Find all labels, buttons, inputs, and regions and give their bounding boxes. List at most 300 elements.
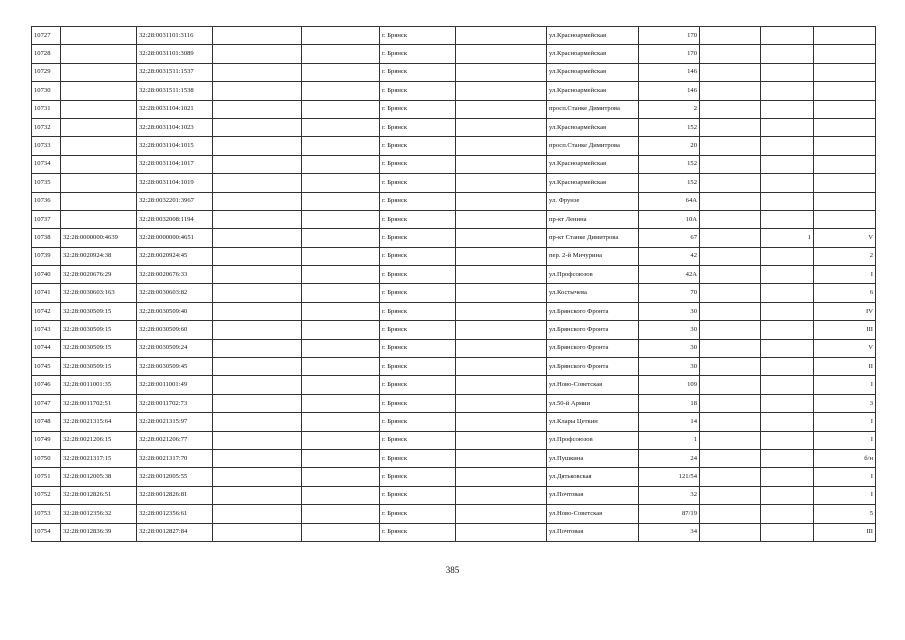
cell-street: ул.Профсоюзов	[547, 431, 639, 449]
cell-street: ул.Брянского Фронта	[547, 358, 639, 376]
cell-col-7	[456, 505, 547, 523]
cell-col-7	[456, 358, 547, 376]
cell-col-10	[700, 155, 761, 173]
cell-house: 34	[639, 523, 700, 541]
cell-col-5	[302, 210, 380, 228]
cell-street: ул.Костычева	[547, 284, 639, 302]
cell-premises	[814, 137, 876, 155]
cell-premises: V	[814, 339, 876, 357]
cell-city: г. Брянск	[380, 523, 456, 541]
cell-premises	[814, 100, 876, 118]
cell-col-4	[213, 523, 302, 541]
cell-premises: 2	[814, 247, 876, 265]
cell-col-4	[213, 321, 302, 339]
cell-col-4	[213, 100, 302, 118]
cell-cadastral-object: 32:28:0011001:49	[137, 376, 213, 394]
cell-col-11	[761, 118, 814, 136]
cell-col-10	[700, 376, 761, 394]
cell-cadastral-parcel	[61, 45, 137, 63]
cell-row-number: 10736	[32, 192, 61, 210]
cell-premises: I	[814, 413, 876, 431]
cell-premises: V	[814, 229, 876, 247]
cell-cadastral-object: 32:28:0031104:1019	[137, 174, 213, 192]
cell-col-10	[700, 247, 761, 265]
cell-city: г. Брянск	[380, 192, 456, 210]
cell-row-number: 10752	[32, 486, 61, 504]
cell-cadastral-object: 32:28:0032201:3967	[137, 192, 213, 210]
cell-col-5	[302, 431, 380, 449]
cell-col-11	[761, 192, 814, 210]
table-row	[32, 321, 876, 339]
cell-cadastral-object: 32:28:0031104:1017	[137, 155, 213, 173]
cell-cadastral-parcel: 32:28:0030509:15	[61, 321, 137, 339]
cell-street: ул.Брянского Фронта	[547, 302, 639, 320]
cell-col-5	[302, 413, 380, 431]
cell-row-number: 10747	[32, 394, 61, 412]
cell-col-4	[213, 247, 302, 265]
cell-house: 30	[639, 302, 700, 320]
cell-cadastral-parcel: 32:28:0030509:15	[61, 302, 137, 320]
table-row	[32, 505, 876, 523]
cell-premises	[814, 210, 876, 228]
cell-col-7	[456, 155, 547, 173]
cell-col-4	[213, 137, 302, 155]
table-row	[32, 210, 876, 228]
cell-col-4	[213, 284, 302, 302]
cell-street: ул.Клары Цеткин	[547, 413, 639, 431]
cell-col-4	[213, 302, 302, 320]
cell-premises: I	[814, 431, 876, 449]
cell-house: 10А	[639, 210, 700, 228]
cell-col-4	[213, 63, 302, 81]
cell-cadastral-object: 32:28:0000000:4651	[137, 229, 213, 247]
cell-street: ул.Красноармейская	[547, 27, 639, 45]
cell-col-4	[213, 266, 302, 284]
cell-cadastral-parcel: 32:28:0011001:35	[61, 376, 137, 394]
cell-col-11	[761, 302, 814, 320]
cell-col-10	[700, 413, 761, 431]
cell-cadastral-object: 32:28:0032008:1194	[137, 210, 213, 228]
cell-house: 152	[639, 118, 700, 136]
cell-street: ул.Дятьковская	[547, 468, 639, 486]
cell-cadastral-parcel: 32:28:0030509:15	[61, 358, 137, 376]
cell-col-7	[456, 339, 547, 357]
cell-col-4	[213, 449, 302, 467]
cell-premises: б/н	[814, 449, 876, 467]
cell-cadastral-parcel: 32:28:0021206:15	[61, 431, 137, 449]
cell-col-5	[302, 192, 380, 210]
cell-col-7	[456, 210, 547, 228]
cell-col-5	[302, 174, 380, 192]
cell-cadastral-object: 32:28:0031104:1015	[137, 137, 213, 155]
cell-city: г. Брянск	[380, 82, 456, 100]
cell-col-11	[761, 45, 814, 63]
cell-cadastral-parcel: 32:28:0000000:4639	[61, 229, 137, 247]
cell-house: 121/54	[639, 468, 700, 486]
table-row	[32, 284, 876, 302]
cell-col-5	[302, 155, 380, 173]
cell-row-number: 10742	[32, 302, 61, 320]
cell-street: ул.Брянского Фронта	[547, 339, 639, 357]
table-row	[32, 339, 876, 357]
cell-col-10	[700, 118, 761, 136]
cell-street: ул.Красноармейская	[547, 118, 639, 136]
table-row	[32, 45, 876, 63]
cell-city: г. Брянск	[380, 431, 456, 449]
cell-cadastral-parcel	[61, 174, 137, 192]
cell-cadastral-parcel	[61, 63, 137, 81]
cell-premises: I	[814, 486, 876, 504]
cell-col-11	[761, 82, 814, 100]
cell-cadastral-parcel: 32:28:0020924:38	[61, 247, 137, 265]
table-row	[32, 302, 876, 320]
cell-cadastral-object: 32:28:0020676:33	[137, 266, 213, 284]
cell-city: г. Брянск	[380, 63, 456, 81]
cell-street: ул.Красноармейская	[547, 155, 639, 173]
cell-cadastral-object: 32:28:0031511:1538	[137, 82, 213, 100]
cell-col-10	[700, 486, 761, 504]
cell-col-11	[761, 431, 814, 449]
cell-house: 146	[639, 63, 700, 81]
cell-col-11	[761, 284, 814, 302]
cell-col-5	[302, 27, 380, 45]
table-row	[32, 100, 876, 118]
cell-cadastral-object: 32:28:0012356:61	[137, 505, 213, 523]
cell-cadastral-object: 32:28:0031104:1023	[137, 118, 213, 136]
cell-street: пр-кт Ленина	[547, 210, 639, 228]
cell-street: пр-кт Станке Димитрова	[547, 229, 639, 247]
table-row	[32, 155, 876, 173]
cell-col-7	[456, 284, 547, 302]
cell-premises	[814, 45, 876, 63]
cell-cadastral-object: 32:28:0030603:82	[137, 284, 213, 302]
cell-col-10	[700, 266, 761, 284]
cell-col-11	[761, 394, 814, 412]
cell-col-10	[700, 284, 761, 302]
cell-city: г. Брянск	[380, 27, 456, 45]
cell-street: ул.Красноармейская	[547, 45, 639, 63]
cell-col-11	[761, 247, 814, 265]
cell-row-number: 10753	[32, 505, 61, 523]
cell-col-10	[700, 100, 761, 118]
cell-row-number: 10733	[32, 137, 61, 155]
cell-city: г. Брянск	[380, 505, 456, 523]
cell-col-4	[213, 505, 302, 523]
cell-col-10	[700, 45, 761, 63]
cell-city: г. Брянск	[380, 118, 456, 136]
cell-col-10	[700, 505, 761, 523]
cell-row-number: 10751	[32, 468, 61, 486]
cell-cadastral-object: 32:28:0031104:1021	[137, 100, 213, 118]
cell-cadastral-parcel	[61, 82, 137, 100]
table-row	[32, 431, 876, 449]
cell-premises: 5	[814, 505, 876, 523]
cell-row-number: 10746	[32, 376, 61, 394]
cell-premises: III	[814, 523, 876, 541]
cell-cadastral-parcel: 32:28:0012356:32	[61, 505, 137, 523]
cell-cadastral-object: 32:28:0030509:40	[137, 302, 213, 320]
cell-cadastral-parcel: 32:28:0030509:15	[61, 339, 137, 357]
cell-street: просп.Станке Димитрова	[547, 100, 639, 118]
table-row	[32, 486, 876, 504]
table-row	[32, 229, 876, 247]
cell-cadastral-object: 32:28:0011702:73	[137, 394, 213, 412]
cell-col-4	[213, 431, 302, 449]
cell-house: 146	[639, 82, 700, 100]
registry-table	[31, 26, 876, 542]
cell-col-11	[761, 100, 814, 118]
cell-city: г. Брянск	[380, 394, 456, 412]
cell-col-10	[700, 229, 761, 247]
table-row	[32, 82, 876, 100]
table-row	[32, 523, 876, 541]
cell-cadastral-parcel: 32:28:0020676:29	[61, 266, 137, 284]
cell-city: г. Брянск	[380, 339, 456, 357]
cell-col-10	[700, 137, 761, 155]
cell-col-11	[761, 63, 814, 81]
cell-cadastral-parcel	[61, 137, 137, 155]
table-row	[32, 247, 876, 265]
cell-col-10	[700, 82, 761, 100]
cell-cadastral-parcel: 32:28:0021315:64	[61, 413, 137, 431]
cell-col-11	[761, 449, 814, 467]
cell-col-4	[213, 486, 302, 504]
table-row	[32, 192, 876, 210]
cell-premises	[814, 155, 876, 173]
cell-row-number: 10735	[32, 174, 61, 192]
cell-col-4	[213, 358, 302, 376]
cell-col-5	[302, 321, 380, 339]
cell-col-11	[761, 505, 814, 523]
cell-row-number: 10749	[32, 431, 61, 449]
cell-city: г. Брянск	[380, 321, 456, 339]
cell-row-number: 10741	[32, 284, 61, 302]
cell-col-7	[456, 486, 547, 504]
cell-city: г. Брянск	[380, 284, 456, 302]
cell-house: 2	[639, 100, 700, 118]
cell-col-7	[456, 302, 547, 320]
cell-row-number: 10738	[32, 229, 61, 247]
cell-col-7	[456, 63, 547, 81]
cell-house: 152	[639, 174, 700, 192]
cell-col-10	[700, 523, 761, 541]
cell-cadastral-object: 32:28:0012005:55	[137, 468, 213, 486]
cell-col-10	[700, 468, 761, 486]
cell-street: ул. Фрунзе	[547, 192, 639, 210]
cell-city: г. Брянск	[380, 174, 456, 192]
table-row	[32, 63, 876, 81]
cell-row-number: 10740	[32, 266, 61, 284]
cell-house: 42А	[639, 266, 700, 284]
cell-col-5	[302, 468, 380, 486]
cell-city: г. Брянск	[380, 155, 456, 173]
cell-city: г. Брянск	[380, 45, 456, 63]
cell-col-5	[302, 266, 380, 284]
cell-col-5	[302, 486, 380, 504]
cell-premises: I	[814, 468, 876, 486]
cell-col-5	[302, 247, 380, 265]
table-row	[32, 266, 876, 284]
cell-col-10	[700, 449, 761, 467]
cell-row-number: 10734	[32, 155, 61, 173]
cell-row-number: 10744	[32, 339, 61, 357]
cell-house: 14	[639, 413, 700, 431]
table-row	[32, 394, 876, 412]
cell-city: г. Брянск	[380, 413, 456, 431]
cell-cadastral-object: 32:28:0012826:81	[137, 486, 213, 504]
cell-col-11	[761, 321, 814, 339]
cell-col-7	[456, 137, 547, 155]
cell-col-10	[700, 302, 761, 320]
cell-house: 30	[639, 321, 700, 339]
page-number: 385	[445, 565, 460, 575]
cell-house: 87/19	[639, 505, 700, 523]
cell-col-4	[213, 339, 302, 357]
cell-col-5	[302, 229, 380, 247]
cell-row-number: 10731	[32, 100, 61, 118]
table-row	[32, 413, 876, 431]
cell-col-10	[700, 358, 761, 376]
cell-col-5	[302, 284, 380, 302]
table-row	[32, 376, 876, 394]
cell-street: ул.Брянского Фронта	[547, 321, 639, 339]
cell-col-11	[761, 413, 814, 431]
cell-city: г. Брянск	[380, 210, 456, 228]
cell-house: 30	[639, 358, 700, 376]
cell-cadastral-object: 32:28:0021317:70	[137, 449, 213, 467]
table-row	[32, 174, 876, 192]
cell-col-11	[761, 174, 814, 192]
cell-col-4	[213, 413, 302, 431]
cell-row-number: 10727	[32, 27, 61, 45]
cell-cadastral-parcel	[61, 27, 137, 45]
cell-cadastral-parcel	[61, 100, 137, 118]
cell-col-11	[761, 468, 814, 486]
cell-col-4	[213, 210, 302, 228]
cell-house: 42	[639, 247, 700, 265]
cell-row-number: 10730	[32, 82, 61, 100]
cell-col-10	[700, 339, 761, 357]
cell-col-7	[456, 468, 547, 486]
cell-cadastral-object: 32:28:0030509:24	[137, 339, 213, 357]
cell-col-11	[761, 376, 814, 394]
cell-col-10	[700, 174, 761, 192]
cell-premises	[814, 192, 876, 210]
cell-premises: 6	[814, 284, 876, 302]
cell-cadastral-parcel	[61, 210, 137, 228]
cell-cadastral-parcel: 32:28:0021317:15	[61, 449, 137, 467]
cell-col-5	[302, 339, 380, 357]
cell-street: ул.Профсоюзов	[547, 266, 639, 284]
cell-col-5	[302, 82, 380, 100]
cell-cadastral-parcel: 32:28:0012826:51	[61, 486, 137, 504]
table-row	[32, 137, 876, 155]
cell-premises: II	[814, 358, 876, 376]
cell-house: 170	[639, 27, 700, 45]
cell-col-5	[302, 137, 380, 155]
cell-cadastral-object: 32:28:0012827:84	[137, 523, 213, 541]
cell-cadastral-object: 32:28:0031511:1537	[137, 63, 213, 81]
cell-cadastral-parcel: 32:28:0012836:39	[61, 523, 137, 541]
cell-cadastral-parcel: 32:28:0012005:38	[61, 468, 137, 486]
cell-city: г. Брянск	[380, 358, 456, 376]
cell-city: г. Брянск	[380, 137, 456, 155]
cell-cadastral-parcel	[61, 118, 137, 136]
cell-col-5	[302, 523, 380, 541]
cell-premises	[814, 63, 876, 81]
cell-col-11: 1	[761, 229, 814, 247]
cell-col-4	[213, 174, 302, 192]
cell-cadastral-object: 32:28:0020924:45	[137, 247, 213, 265]
cell-col-11	[761, 155, 814, 173]
cell-cadastral-object: 32:28:0030509:45	[137, 358, 213, 376]
cell-cadastral-object: 32:28:0030509:60	[137, 321, 213, 339]
cell-col-4	[213, 118, 302, 136]
cell-city: г. Брянск	[380, 247, 456, 265]
cell-col-7	[456, 266, 547, 284]
cell-col-7	[456, 247, 547, 265]
cell-street: просп.Станке Димитрова	[547, 137, 639, 155]
cell-col-7	[456, 192, 547, 210]
cell-col-7	[456, 321, 547, 339]
cell-col-4	[213, 229, 302, 247]
cell-col-5	[302, 376, 380, 394]
cell-col-5	[302, 302, 380, 320]
cell-house: 109	[639, 376, 700, 394]
cell-col-4	[213, 376, 302, 394]
cell-col-7	[456, 431, 547, 449]
cell-street: пер. 2-й Мичурина	[547, 247, 639, 265]
cell-col-7	[456, 449, 547, 467]
cell-street: ул.Ново-Советская	[547, 505, 639, 523]
cell-col-5	[302, 449, 380, 467]
cell-col-5	[302, 358, 380, 376]
cell-row-number: 10750	[32, 449, 61, 467]
cell-premises: I	[814, 376, 876, 394]
cell-col-10	[700, 63, 761, 81]
cell-house: 1	[639, 431, 700, 449]
cell-premises	[814, 82, 876, 100]
cell-col-5	[302, 118, 380, 136]
cell-street: ул.Красноармейская	[547, 82, 639, 100]
cell-cadastral-parcel: 32:28:0011702:51	[61, 394, 137, 412]
cell-col-4	[213, 155, 302, 173]
cell-col-10	[700, 192, 761, 210]
cell-street: ул.Пушкина	[547, 449, 639, 467]
cell-street: ул.Почтовая	[547, 486, 639, 504]
cell-col-11	[761, 266, 814, 284]
cell-city: г. Брянск	[380, 376, 456, 394]
cell-street: ул.Почтовая	[547, 523, 639, 541]
cell-house: 30	[639, 339, 700, 357]
registry-table-body	[32, 27, 876, 542]
cell-row-number: 10729	[32, 63, 61, 81]
cell-col-5	[302, 505, 380, 523]
cell-col-11	[761, 358, 814, 376]
cell-city: г. Брянск	[380, 100, 456, 118]
cell-col-4	[213, 45, 302, 63]
cell-cadastral-parcel: 32:28:0030603:163	[61, 284, 137, 302]
cell-premises: I	[814, 266, 876, 284]
cell-col-7	[456, 394, 547, 412]
cell-city: г. Брянск	[380, 229, 456, 247]
cell-col-7	[456, 523, 547, 541]
cell-premises: III	[814, 321, 876, 339]
cell-col-11	[761, 339, 814, 357]
cell-col-10	[700, 210, 761, 228]
cell-col-7	[456, 82, 547, 100]
cell-col-5	[302, 100, 380, 118]
